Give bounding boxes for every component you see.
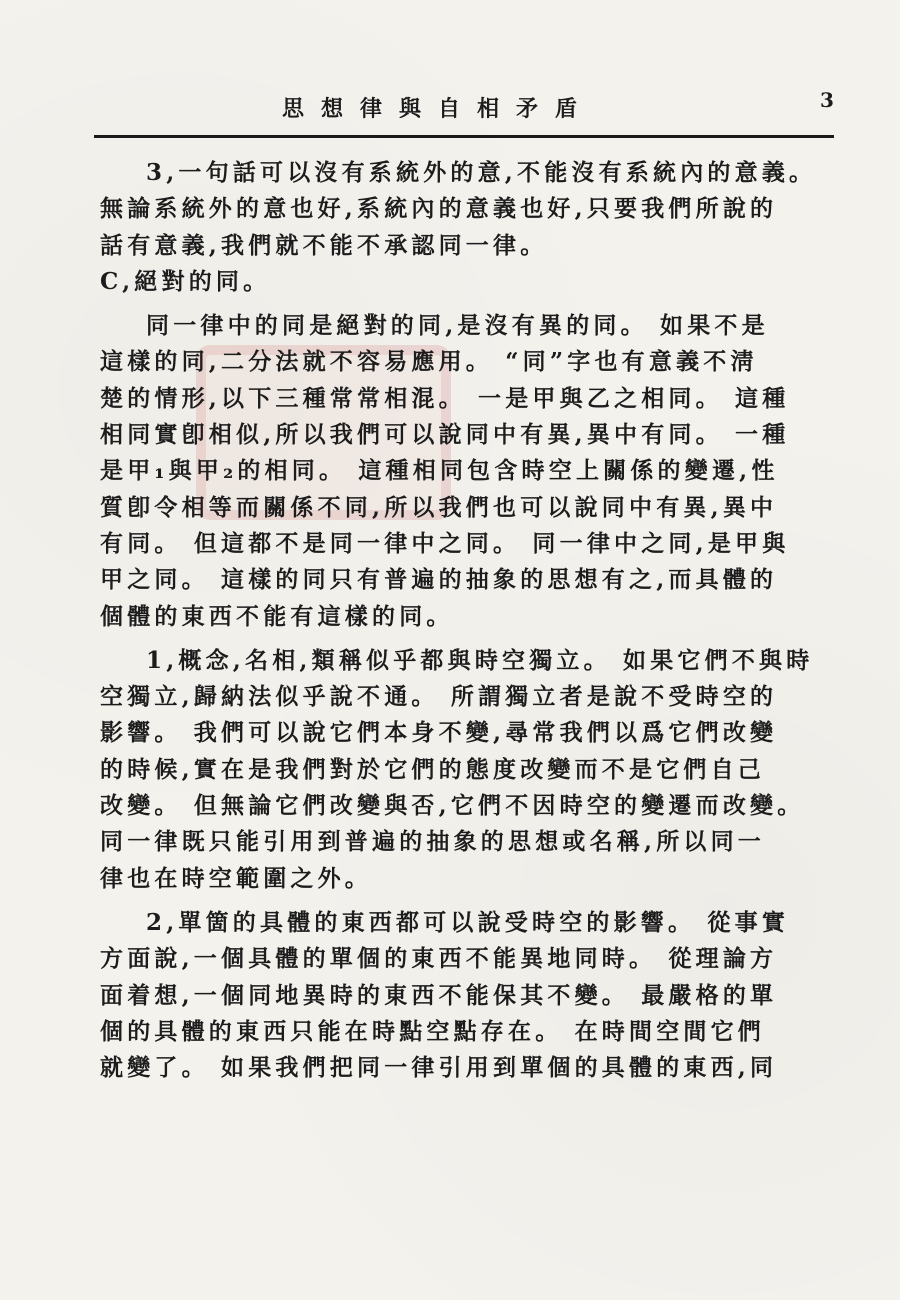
text-line: 同一律既只能引用到普遍的抽象的思想或名稱,所以同一 xyxy=(100,828,766,856)
text-line: 律也在時空範圍之外。 xyxy=(100,864,372,892)
text-line: 有同。 但這都不是同一律中之同。 同一律中之同,是甲與 xyxy=(100,529,790,557)
text-line: 2,單箇的具體的東西都可以說受時空的影響。 從事實 xyxy=(146,908,790,936)
header-rule xyxy=(94,135,834,138)
text-line: 改變。 但無論它們改變與否,它們不因時空的變遷而改變。 xyxy=(100,792,805,820)
text-line: 面着想,一個同地異時的東西不能保其不變。 最嚴格的單 xyxy=(100,981,778,1009)
text-line: 相同實卽相似,所以我們可以說同中有異,異中有同。 一種 xyxy=(100,421,790,449)
text-line: 話有意義,我們就不能不承認同一律。 xyxy=(100,231,548,259)
text-line: 個的具體的東西只能在時點空點存在。 在時間空間它們 xyxy=(100,1017,766,1045)
text-line: 3,一句話可以沒有系統外的意,不能沒有系統內的意義。 xyxy=(146,159,817,186)
text-line: 1,概念,名相,類稱似乎都與時空獨立。 如果它們不與時 xyxy=(146,646,814,674)
text-line: 甲之同。 這樣的同只有普遍的抽象的思想有之,而具體的 xyxy=(100,566,778,594)
text-line: 質卽令相等而關係不同,所以我們也可以說同中有異,異中 xyxy=(100,493,778,521)
text-line: 就變了。 如果我們把同一律引用到單個的具體的東西,同 xyxy=(100,1054,778,1082)
text-line: 是甲₁與甲₂的相同。 這種相同包含時空上關係的變遷,性 xyxy=(100,457,779,485)
text-line: 楚的情形,以下三種常常相混。 一是甲與乙之相同。 這種 xyxy=(100,384,790,412)
body-text xyxy=(100,155,840,1086)
page-number: 3 xyxy=(820,88,834,112)
text-line: 無論系統外的意也好,系統內的意義也好,只要我們所說的 xyxy=(100,195,778,223)
text-line: 個體的東西不能有這樣的同。 xyxy=(100,602,454,630)
text-line: 影響。 我們可以說它們本身不變,尋常我們以爲它們改變 xyxy=(100,719,778,747)
running-header-title: 思想律與自相矛盾 xyxy=(282,96,595,122)
text-line: 方面說,一個具體的單個的東西不能異地同時。 從理論方 xyxy=(100,945,778,973)
text-line: 空獨立,歸納法似乎說不通。 所謂獨立者是說不受時空的 xyxy=(100,683,778,711)
text-line: 這樣的同,二分法就不容易應用。 “同”字也有意義不淸 xyxy=(100,348,758,376)
section-heading: C,絕對的同。 xyxy=(100,267,271,295)
text-line: 的時候,實在是我們對於它們的態度改變而不是它們自己 xyxy=(100,755,766,783)
text-line: 同一律中的同是絕對的同,是沒有異的同。 如果不是 xyxy=(146,312,769,340)
